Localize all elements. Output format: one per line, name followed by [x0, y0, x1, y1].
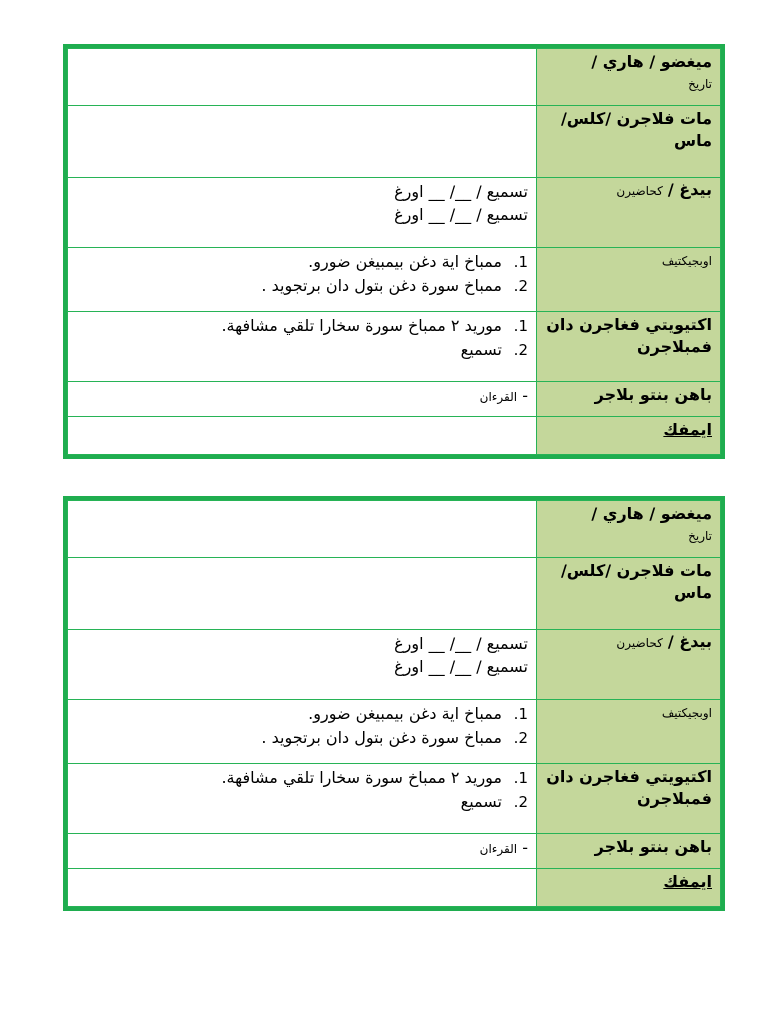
activities-list [76, 766, 528, 814]
value-subject-class-time[interactable] [68, 106, 537, 178]
lesson-plan-table [67, 48, 721, 455]
label-activities: اکتيويتي فغاجرن دان فمبلاجرن [537, 312, 721, 382]
value-day-date[interactable] [68, 501, 537, 558]
label-objective: اوبجيكتيف [537, 248, 721, 312]
row-objective [68, 700, 721, 764]
row-reflection [68, 869, 721, 907]
label-objective: اوبجيكتيف [537, 700, 721, 764]
value-reflection[interactable] [68, 869, 537, 907]
label-area-attendance: بيدغ / كحاضيرن [537, 630, 721, 700]
attendance-line: تسميع / __/ __ اورغ [394, 657, 528, 676]
list-item: 1.موريد ٢ ممباخ سورة سخارا تلقي مشافهة. [221, 768, 528, 787]
value-materials[interactable] [68, 382, 537, 417]
row-area-attendance [68, 178, 721, 248]
row-day-date [68, 49, 721, 106]
list-item: 2.ممباخ سورة دغن بتول دان برتجويد . [261, 276, 528, 295]
lesson-plan-card-1 [63, 44, 725, 459]
row-subject-class-time [68, 558, 721, 630]
label-subject-class-time: مات فلاجرن /كلس/ ماس [537, 558, 721, 630]
value-activities[interactable] [68, 764, 537, 834]
label-day-date: ميغضو / هاري / تاريخ [537, 501, 721, 558]
lesson-plan-table [67, 500, 721, 907]
row-activities [68, 312, 721, 382]
materials-dash: - [522, 386, 528, 405]
label-area-attendance: بيدغ / كحاضيرن [537, 178, 721, 248]
label-reflection: ايمفك [537, 417, 721, 455]
row-activities [68, 764, 721, 834]
objectives-list [76, 702, 528, 750]
materials-dash: - [522, 838, 528, 857]
list-item: 2.تسميع [460, 792, 528, 811]
value-subject-class-time[interactable] [68, 558, 537, 630]
label-materials: باهن بنتو بلاجر [537, 834, 721, 869]
label-materials: باهن بنتو بلاجر [537, 382, 721, 417]
row-objective [68, 248, 721, 312]
row-materials [68, 382, 721, 417]
row-area-attendance [68, 630, 721, 700]
list-item: 1.موريد ٢ ممباخ سورة سخارا تلقي مشافهة. [221, 316, 528, 335]
row-reflection [68, 417, 721, 455]
value-objectives[interactable] [68, 700, 537, 764]
value-materials[interactable] [68, 834, 537, 869]
list-item: 1.ممباخ اية دغن بيمبيغن ضورو. [308, 704, 528, 723]
list-item: 2.تسميع [460, 340, 528, 359]
label-day-date: ميغضو / هاري / تاريخ [537, 49, 721, 106]
list-item: 1.ممباخ اية دغن بيمبيغن ضورو. [308, 252, 528, 271]
value-activities[interactable] [68, 312, 537, 382]
materials-item: القرءان [479, 390, 518, 404]
attendance-line: تسميع / __/ __ اورغ [394, 634, 528, 653]
row-day-date [68, 501, 721, 558]
value-day-date[interactable] [68, 49, 537, 106]
objectives-list [76, 250, 528, 298]
attendance-line: تسميع / __/ __ اورغ [394, 205, 528, 224]
lesson-plan-card-2 [63, 496, 725, 911]
label-reflection: ايمفك [537, 869, 721, 907]
materials-item: القرءان [479, 842, 518, 856]
label-activities: اکتيويتي فغاجرن دان فمبلاجرن [537, 764, 721, 834]
activities-list [76, 314, 528, 362]
row-subject-class-time [68, 106, 721, 178]
value-objectives[interactable] [68, 248, 537, 312]
attendance-line: تسميع / __/ __ اورغ [394, 182, 528, 201]
value-attendance[interactable] [68, 630, 537, 700]
value-reflection[interactable] [68, 417, 537, 455]
row-materials [68, 834, 721, 869]
list-item: 2.ممباخ سورة دغن بتول دان برتجويد . [261, 728, 528, 747]
label-subject-class-time: مات فلاجرن /كلس/ ماس [537, 106, 721, 178]
value-attendance[interactable] [68, 178, 537, 248]
